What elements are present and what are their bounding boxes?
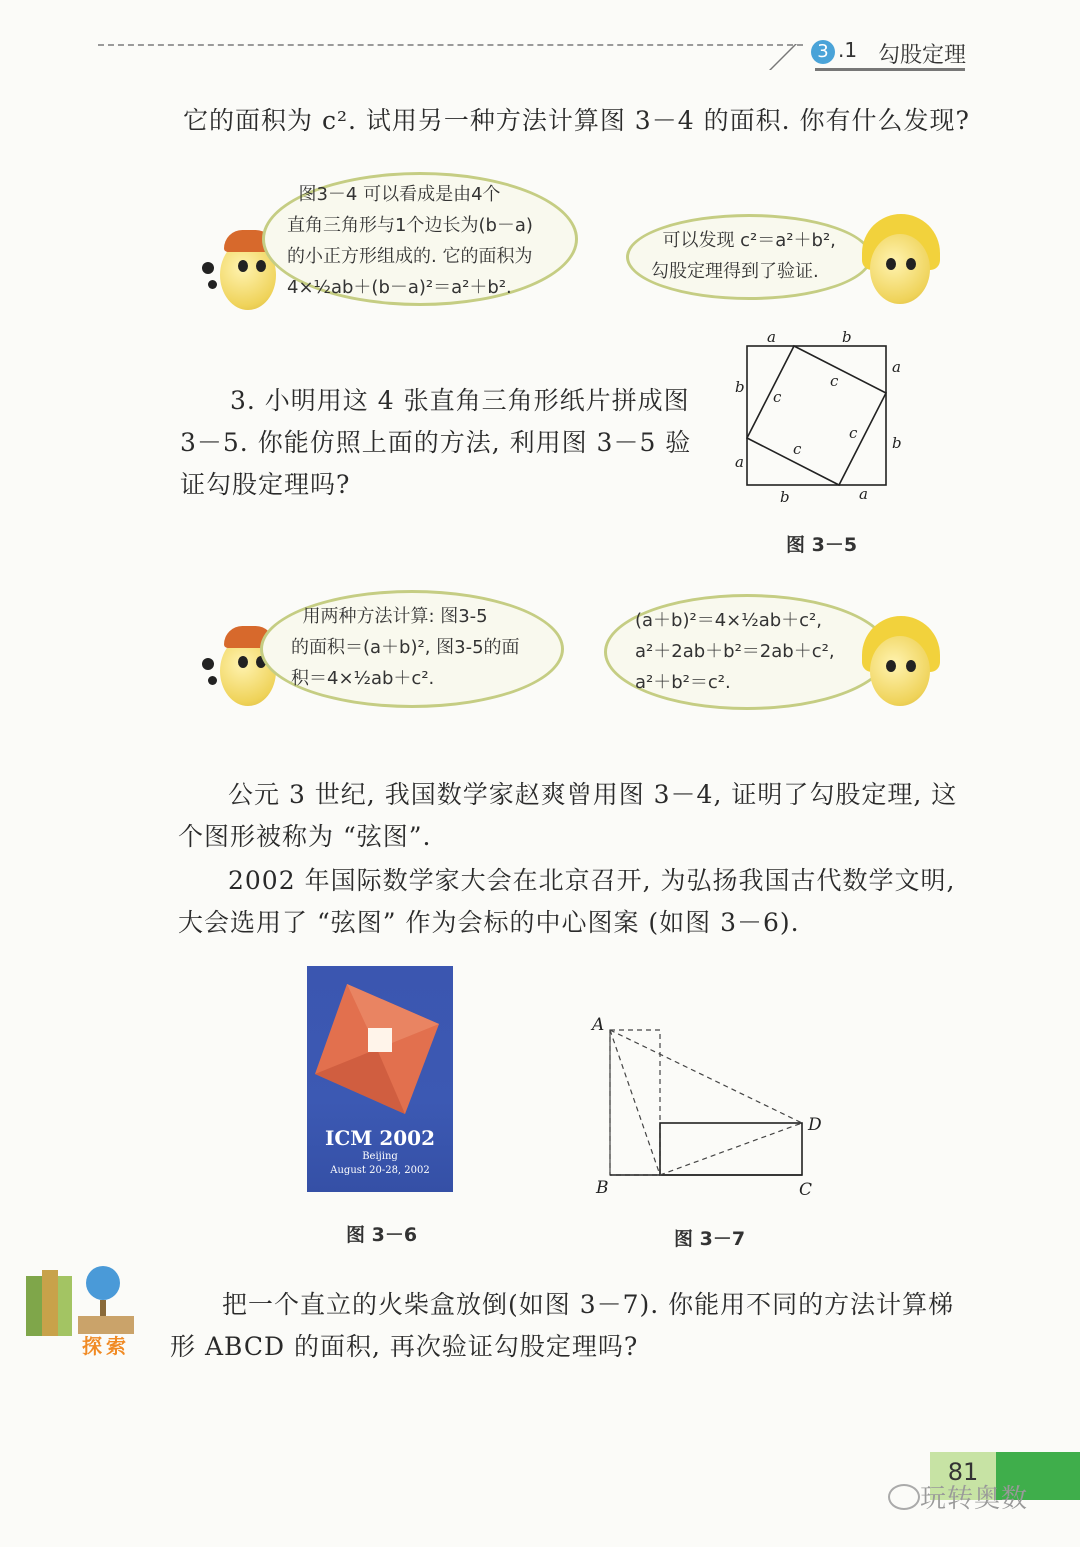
girl-character-2 bbox=[858, 616, 944, 708]
globe-icon bbox=[86, 1266, 120, 1300]
figure-3-7 bbox=[585, 1010, 830, 1205]
explore-badge bbox=[22, 1262, 137, 1360]
label-bottom-a: a bbox=[859, 485, 868, 503]
label-right-a: a bbox=[892, 358, 901, 376]
thought-dot bbox=[202, 658, 214, 670]
speech-bubble-left-1 bbox=[262, 172, 578, 306]
header-dashed-rule bbox=[98, 44, 803, 46]
caption-figure-3-7: 图 3－7 bbox=[674, 1228, 746, 1250]
label-c-bottom: c bbox=[793, 440, 802, 458]
intro-line: 它的面积为 c². 试用另一种方法计算图 3－4 的面积. 你有什么发现? bbox=[183, 106, 970, 135]
label-B: B bbox=[596, 1178, 609, 1198]
logo-dates: August 20-28, 2002 bbox=[330, 1165, 430, 1176]
question3-line3: 证勾股定理吗? bbox=[180, 470, 351, 499]
icm-2002-logo bbox=[307, 966, 453, 1192]
wechat-icon bbox=[888, 1484, 920, 1510]
girl-eye-right bbox=[906, 660, 916, 672]
book-icon bbox=[42, 1270, 58, 1336]
girl-eye-right bbox=[906, 258, 916, 270]
label-A: A bbox=[592, 1015, 605, 1035]
label-top-a: a bbox=[767, 328, 776, 346]
speech-bubble-right-2 bbox=[604, 594, 890, 710]
boy-eye-left bbox=[238, 260, 248, 272]
book-icon bbox=[58, 1276, 72, 1336]
caption-figure-3-6: 图 3－6 bbox=[346, 1224, 418, 1246]
logo-title: ICM 2002 bbox=[324, 1126, 436, 1150]
logo-city: Beijing bbox=[362, 1151, 398, 1162]
label-right-b: b bbox=[892, 434, 902, 452]
boy-eye-left bbox=[238, 656, 248, 668]
label-c-right: c bbox=[849, 424, 858, 442]
bubble-text-right-2: (a＋b)²＝4×½ab＋c², a²＋2ab＋b²＝2ab＋c², a²＋b²＝c². bbox=[635, 610, 835, 693]
label-c-left: c bbox=[773, 388, 782, 406]
label-c-top: c bbox=[830, 372, 839, 390]
edge-ad bbox=[610, 1030, 802, 1123]
history-line2: 个图形被称为 “弦图”. bbox=[178, 822, 432, 851]
history-line3: 2002 年国际数学家大会在北京召开, 为弘扬我国古代数学文明, bbox=[228, 866, 956, 895]
diagonal-ed bbox=[660, 1123, 802, 1175]
label-D: D bbox=[808, 1115, 822, 1135]
history-line4: 大会选用了 “弦图” 作为会标的中心图案 (如图 3－6). bbox=[178, 908, 800, 937]
book-icon bbox=[26, 1276, 42, 1336]
watermark: 玩转奥数 bbox=[920, 1484, 1029, 1514]
explore-label: 探索 bbox=[82, 1334, 130, 1358]
section-title: 勾股定理 bbox=[878, 43, 967, 68]
thought-dot bbox=[208, 676, 217, 685]
bubble-text-left-2: 用两种方法计算: 图3-5 的面积＝(a＋b)², 图3-5的面 积＝4×½ab＋c². bbox=[291, 606, 520, 689]
diagonal-ae bbox=[610, 1030, 660, 1175]
speech-bubble-left-2 bbox=[260, 590, 564, 708]
section-number-rest: .1 bbox=[838, 38, 858, 62]
speech-bubble-right-1 bbox=[626, 214, 872, 300]
explore-line1: 把一个直立的火柴盒放倒(如图 3－7). 你能用不同的方法计算梯 bbox=[222, 1290, 955, 1319]
bubble-text-left-1: 图3－4 可以看成是由4个 直角三角形与1个边长为(b－a) 的小正方形组成的. 它的面积为 4×½ab＋(b－a)²＝a²＋b². bbox=[287, 184, 533, 298]
thought-dot bbox=[202, 262, 214, 274]
inner-square bbox=[747, 346, 886, 485]
caption-figure-3-5: 图 3－5 bbox=[786, 534, 858, 556]
explore-line2: 形 ABCD 的面积, 再次验证勾股定理吗? bbox=[170, 1332, 639, 1361]
girl-eye-left bbox=[886, 258, 896, 270]
bubble-text-right-1: 可以发现 c²＝a²＋b², 勾股定理得到了验证. bbox=[651, 230, 836, 282]
outer-square bbox=[747, 346, 886, 485]
label-C: C bbox=[799, 1180, 813, 1200]
section-number-badge: 3 bbox=[811, 40, 835, 64]
page-number: 81 bbox=[930, 1452, 996, 1500]
history-line1: 公元 3 世纪, 我国数学家赵爽曾用图 3－4, 证明了勾股定理, 这 bbox=[228, 780, 958, 809]
girl-character-1 bbox=[858, 214, 944, 306]
girl-face bbox=[870, 234, 930, 304]
label-left-a: a bbox=[735, 453, 744, 471]
logo-center-square bbox=[368, 1028, 392, 1052]
question3-line1: 3. 小明用这 4 张直角三角形纸片拼成图 bbox=[230, 386, 690, 415]
figure-3-5 bbox=[725, 326, 915, 526]
label-bottom-b: b bbox=[780, 488, 790, 506]
girl-eye-left bbox=[886, 660, 896, 672]
boy-eye-right bbox=[256, 260, 266, 272]
thought-dot bbox=[208, 280, 217, 289]
label-left-b: b bbox=[735, 378, 745, 396]
girl-face bbox=[870, 636, 930, 706]
label-top-b: b bbox=[842, 328, 852, 346]
question3-line2: 3－5. 你能仿照上面的方法, 利用图 3－5 验 bbox=[180, 428, 692, 457]
